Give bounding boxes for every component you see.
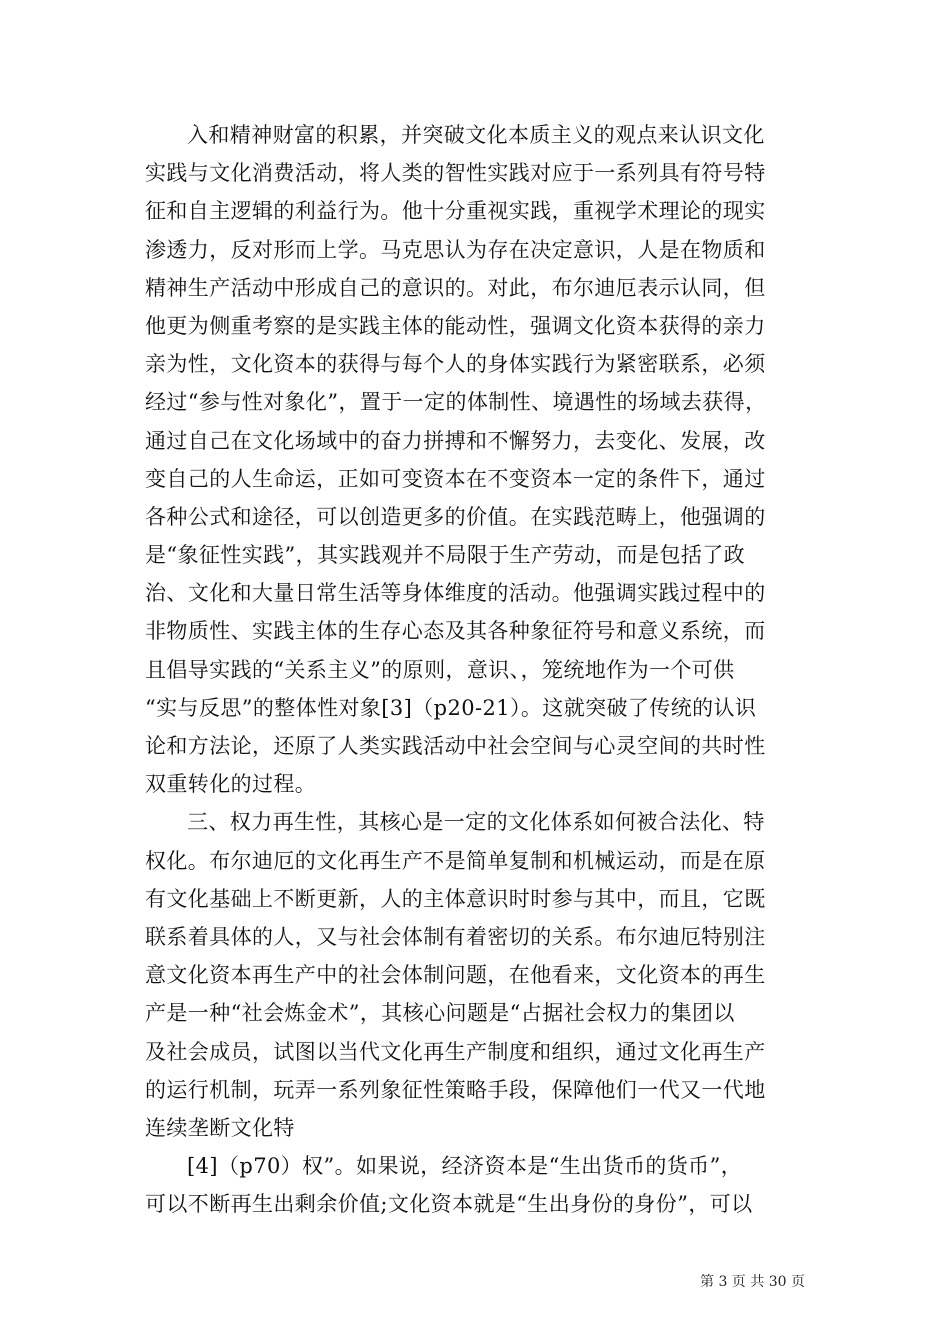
text-line: 他更为侧重考察的是实践主体的能动性，强调文化资本获得的亲力 bbox=[145, 313, 766, 338]
text-line: 变自己的人生命运，正如可变资本在不变资本一定的条件下，通过 bbox=[145, 466, 766, 491]
page-number-footer: 第 3 页 共 30 页 bbox=[700, 1274, 805, 1290]
text-line: 经过“参与性对象化”，置于一定的体制性、境遇性的场域去获得， bbox=[145, 390, 767, 415]
text-line: 双重转化的过程。 bbox=[145, 772, 317, 797]
text-line: 渗透力，反对形而上学。马克思认为存在决定意识，人是在物质和 bbox=[145, 237, 766, 262]
text-line: 治、文化和大量日常生活等身体维度的活动。他强调实践过程中的 bbox=[145, 581, 766, 606]
text-line: 且倡导实践的“关系主义”的原则，意识、，笼统地作为一个可供 bbox=[145, 657, 735, 682]
text-line: 精神生产活动中形成自己的意识的。对此，布尔迪厄表示认同，但 bbox=[145, 275, 766, 300]
text-line: 各种公式和途径，可以创造更多的价值。在实践范畴上，他强调的 bbox=[145, 504, 766, 529]
text-line: 产是一种“社会炼金术”，其核心问题是“占据社会权力的集团以 bbox=[145, 1001, 735, 1026]
text-line: 及社会成员，试图以当代文化再生产制度和组织，通过文化再生产 bbox=[145, 1039, 766, 1064]
body-text bbox=[145, 116, 825, 1223]
text-line: 有文化基础上不断更新，人的主体意识时时参与其中，而且，它既 bbox=[145, 886, 766, 911]
text-line: 权化。布尔迪厄的文化再生产不是简单复制和机械运动，而是在原 bbox=[145, 848, 766, 873]
text-line: 征和自主逻辑的利益行为。他十分重视实践，重视学术理论的现实 bbox=[145, 199, 766, 224]
text-line: 意文化资本再生产中的社会体制问题，在他看来，文化资本的再生 bbox=[145, 963, 766, 988]
text-line: 论和方法论，还原了人类实践活动中社会空间与心灵空间的共时性 bbox=[145, 734, 766, 758]
text-line: 三、权力再生性，其核心是一定的文化体系如何被合法化、特 bbox=[187, 810, 765, 835]
text-line: 实践与文化消费活动，将人类的智性实践对应于一系列具有符号特 bbox=[145, 161, 766, 186]
text-line: 通过自己在文化场域中的奋力拼搏和不懈努力，去变化、发展，改 bbox=[145, 428, 766, 453]
text-line: 联系着具体的人，又与社会体制有着密切的关系。布尔迪厄特别注 bbox=[145, 924, 766, 949]
text-line: 亲为性，文化资本的获得与每个人的身体实践行为紧密联系，必须 bbox=[145, 352, 766, 377]
text-line: “实与反思”的整体性对象[3]（p20-21）。这就突破了传统的认识 bbox=[145, 695, 757, 720]
text-line: 非物质性、实践主体的生存心态及其各种象征符号和意义系统，而 bbox=[145, 619, 766, 644]
text-line: 可以不断再生出剩余价值;文化资本就是“生出身份的身份”，可以 bbox=[145, 1192, 753, 1217]
text-line: 是“象征性实践”，其实践观并不局限于生产劳动，而是包括了政 bbox=[145, 543, 746, 568]
text-line: 的运行机制，玩弄一系列象征性策略手段，保障他们一代又一代地 bbox=[145, 1077, 766, 1102]
text-line: [4]（p70）权”。如果说，经济资本是“生出货币的货币”， bbox=[187, 1154, 743, 1179]
text-line: 入和精神财富的积累，并突破文化本质主义的观点来认识文化 bbox=[187, 123, 765, 147]
text-line: 连续垄断文化特 bbox=[145, 1115, 295, 1140]
